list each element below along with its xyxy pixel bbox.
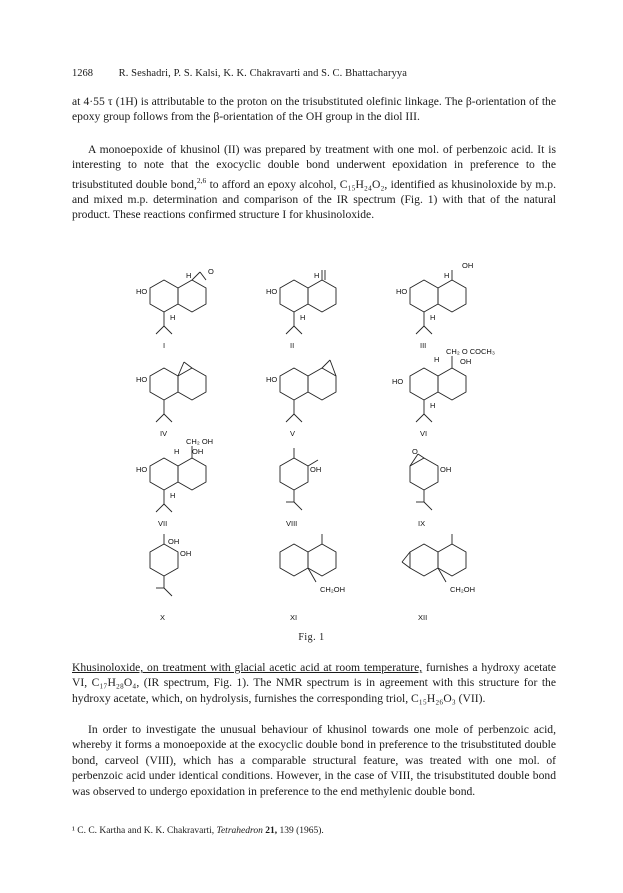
label-XII: XII bbox=[418, 613, 428, 622]
atom-h-VII: H bbox=[174, 447, 180, 456]
atom-h-II: H bbox=[314, 271, 320, 280]
formula-triol: C₁₅H₂₆O₃ bbox=[411, 691, 456, 705]
atom-h2-III: H bbox=[430, 313, 436, 322]
atom-ch2oh-XI: CH₂OH bbox=[320, 585, 345, 594]
label-I: I bbox=[163, 341, 166, 350]
label-V: V bbox=[290, 429, 296, 438]
label-IX: IX bbox=[418, 519, 426, 528]
atom-ho-VII: HO bbox=[136, 465, 148, 474]
atom-oh-X: OH bbox=[168, 537, 180, 546]
atom-ch2oh-XII: CH₂OH bbox=[450, 585, 475, 594]
atom-oh-III: OH bbox=[462, 261, 474, 270]
running-authors: R. Seshadri, P. S. Kalsi, K. K. Chakravarti and S. C. Bhattacharyya bbox=[118, 68, 408, 79]
atom-ho-IV: HO bbox=[136, 375, 148, 384]
paragraph-1 bbox=[72, 94, 556, 125]
structure-VI bbox=[410, 356, 466, 422]
atom-ho-III: HO bbox=[396, 287, 408, 296]
paragraph-3-text-c: (VII). bbox=[455, 691, 486, 705]
page-number: 1268 bbox=[72, 68, 93, 79]
atom-ch2oac-VI: CH₂ O COCH₃ bbox=[446, 347, 495, 356]
structure-I bbox=[150, 272, 206, 334]
atom-oh-VI: OH bbox=[460, 357, 472, 366]
footnote-volume: 21, bbox=[262, 826, 278, 836]
paragraph-4 bbox=[72, 722, 556, 799]
reference-superscript: 2,6 bbox=[196, 175, 207, 185]
molecular-formula: C₁₅H₂₄O₂ bbox=[339, 177, 385, 191]
footnote-authors: C. C. Kartha and K. K. Chakravarti, bbox=[74, 826, 217, 836]
atom-h-III: H bbox=[444, 271, 450, 280]
structure-VIII bbox=[280, 448, 318, 510]
figure-caption: Fig. 1 bbox=[298, 632, 325, 643]
label-II: II bbox=[290, 341, 295, 350]
structure-IV bbox=[150, 362, 206, 422]
atom-oh2-X: OH bbox=[180, 549, 192, 558]
structure-II bbox=[280, 270, 336, 334]
atom-ch2oh-VII: CH₂ OH bbox=[186, 437, 214, 446]
atom-oh-IX: OH bbox=[440, 465, 452, 474]
atom-h2-VII: H bbox=[170, 491, 176, 500]
paragraph-3 bbox=[72, 660, 556, 706]
label-XI: XI bbox=[290, 613, 298, 622]
footnote-journal: Tetrahedron bbox=[216, 826, 263, 836]
label-VI: VI bbox=[420, 429, 428, 438]
atom-o-I: O bbox=[208, 267, 214, 276]
atom-h2-II: H bbox=[300, 313, 306, 322]
atom-ho-I: HO bbox=[136, 287, 148, 296]
paragraph-2-text-b: to afford an epoxy alcohol, bbox=[206, 177, 340, 191]
paragraph-2 bbox=[72, 142, 556, 223]
structure-V bbox=[280, 360, 336, 422]
structure-III bbox=[410, 270, 466, 334]
structures-figure bbox=[100, 250, 530, 650]
atom-ho-VI: HO bbox=[392, 377, 404, 386]
footnote bbox=[72, 826, 562, 836]
paragraph-3-text-a: furnishes a hydroxy acetate VI, bbox=[72, 661, 556, 690]
paragraph-2-text-c: , identified as khusinoloxide by m.p. and mixed m.p. determination and comparison of the IR spectrum (Fig. 1) with that of the natural product. These reactions confirmed structure I for khusinoloxide. bbox=[72, 177, 556, 222]
paragraph-2-text-a: A monoepoxide of khusinol (II) was prepared by treatment with one mol. of perbenzoic acid. It is interesting to note that the exocyclic double bond underwent epoxidation in preference to the trisubstituted double bond, bbox=[72, 143, 556, 191]
label-X: X bbox=[160, 613, 166, 622]
running-header bbox=[72, 68, 562, 79]
label-VIII: VIII bbox=[286, 519, 298, 528]
footnote-marker: ¹ bbox=[72, 826, 75, 836]
label-IV: IV bbox=[160, 429, 168, 438]
paragraph-1-text: at 4·55 τ (1H) is attributable to the proton on the trisubstituted olefinic linkage. The β-orientation of the epoxy group follows from the β-orientation of the OH group in the diol III. bbox=[72, 95, 556, 124]
formula-acetate: C₁₇H₂₈O₄ bbox=[91, 676, 137, 690]
paragraph-3-text-b: , (IR spectrum, Fig. 1). The NMR spectrum is in agreement with this structure for the hydroxy acetate, which, on hydrolysis, furnishes the corresponding triol, bbox=[72, 676, 556, 705]
atom-oh-VII: OH bbox=[192, 447, 204, 456]
atom-h-VI: H bbox=[434, 355, 440, 364]
structure-XII bbox=[402, 534, 466, 582]
atom-ho-V: HO bbox=[266, 375, 278, 384]
atom-h2-VI: H bbox=[430, 401, 436, 410]
footnote-pages: 139 (1965). bbox=[277, 826, 324, 836]
atom-h-I: H bbox=[186, 271, 192, 280]
structure-IX bbox=[410, 454, 438, 510]
label-III: III bbox=[420, 341, 427, 350]
paragraph-4-text: In order to investigate the unusual behaviour of khusinol towards one mole of perbenzoic acid, whereby it forms a monoepoxide at the exocyclic double bond in preference to the trisubstituted double bond, carveol (VIII), which has a comparable structural feature, was treated with one mol. of perbenzoic acid under identical conditions. However, in the case of VIII, the trisubstituted double bond was observed to undergo epoxidation in preference to the end methylenic double bond. bbox=[72, 723, 556, 798]
atom-ho-II: HO bbox=[266, 287, 278, 296]
paragraph-3-underlined: Khusinoloxide, on treatment with glacial acetic acid at room temperature, bbox=[72, 661, 423, 674]
atom-h2-I: H bbox=[170, 313, 176, 322]
label-VII: VII bbox=[158, 519, 168, 528]
atom-o-IX: O bbox=[412, 447, 418, 456]
atom-oh-VIII: OH bbox=[310, 465, 322, 474]
structure-XI bbox=[280, 534, 336, 582]
